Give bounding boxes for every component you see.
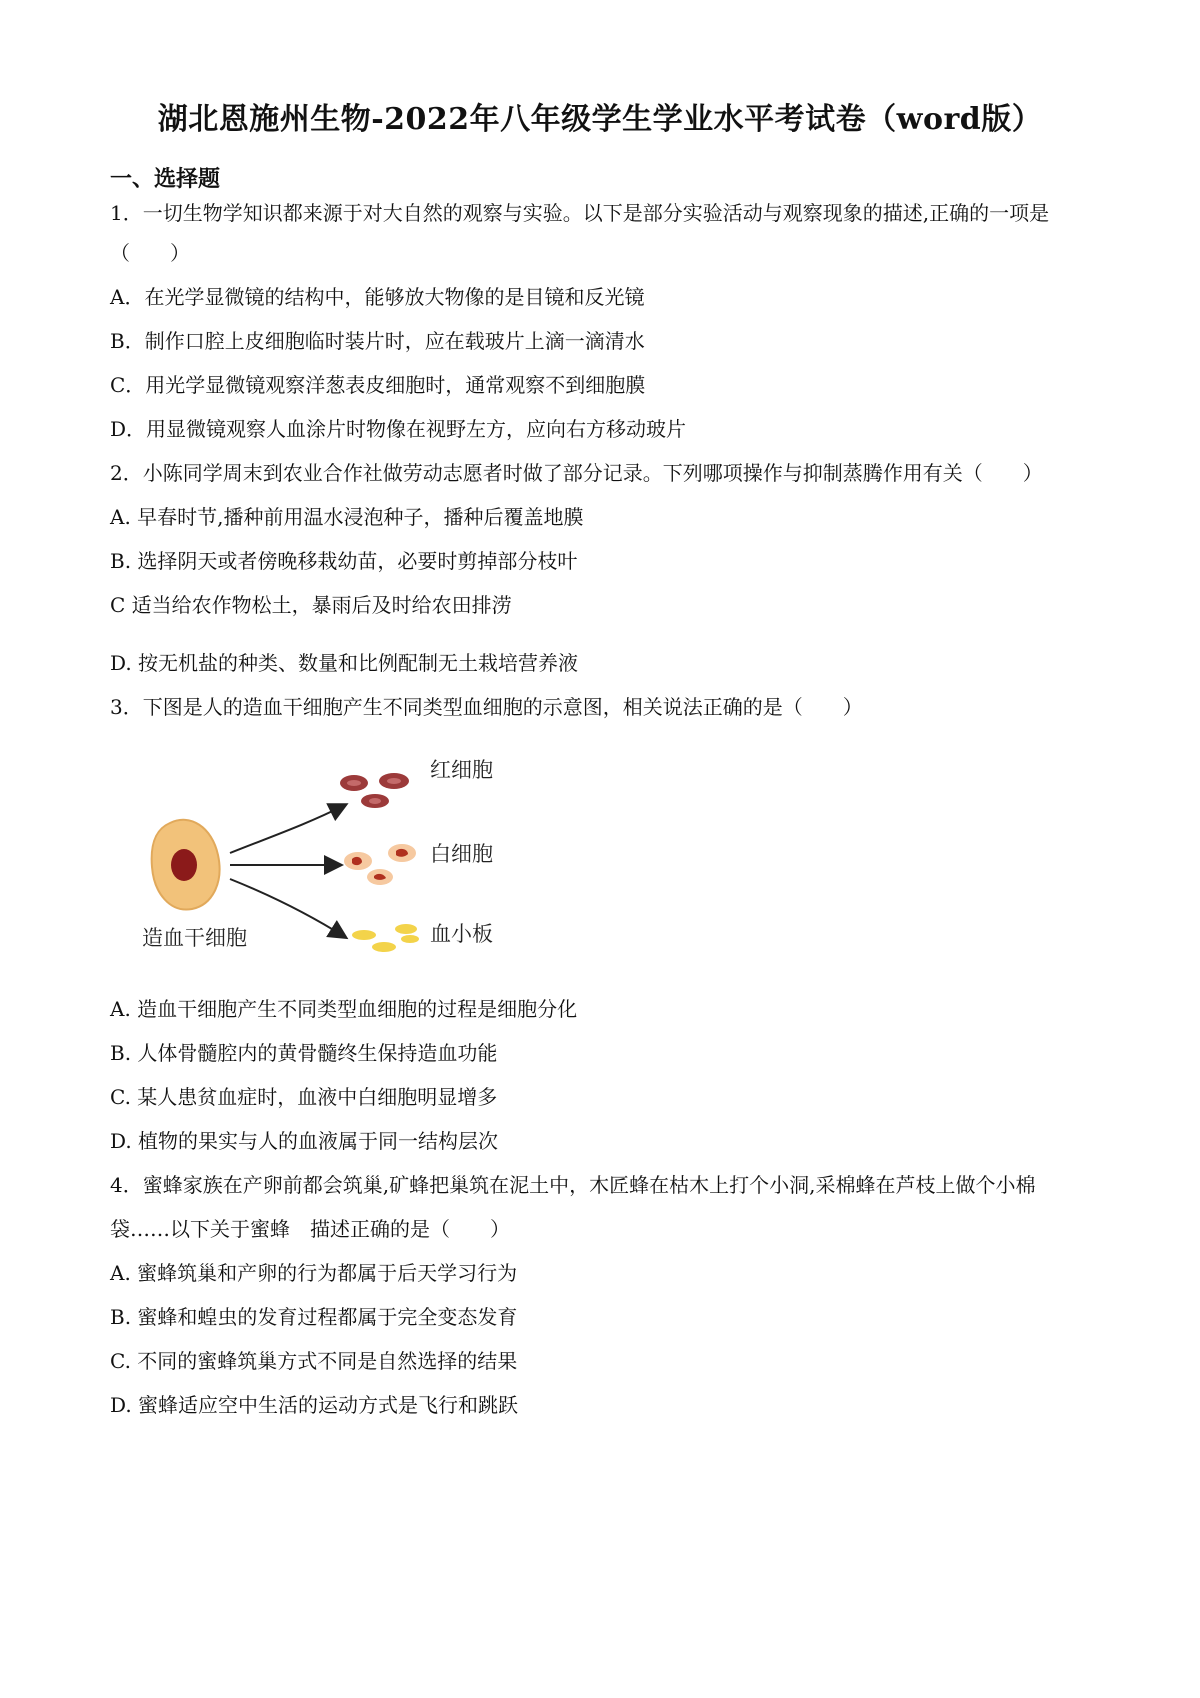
q3-option-c: C. 某人患贫血症时，血液中白细胞明显增多 [110,1085,498,1109]
q1-option-d: D．用显微镜观察人血涂片时物像在视野左方，应向右方移动玻片 [110,417,687,441]
red-cell-center [347,780,361,786]
stem-cell-nucleus [171,849,197,881]
white-cell-label: 白细胞 [430,842,493,866]
q3-stem-line-1: 3．下图是人的造血干细胞产生不同类型血细胞的示意图，相关说法正确的是（ ） [110,695,863,719]
q1-option-a: A．在光学显微镜的结构中，能够放大物像的是目镜和反光镜 [110,285,645,309]
platelet [401,935,419,943]
q4-option-c: C. 不同的蜜蜂筑巢方式不同是自然选择的结果 [110,1349,518,1373]
q2-option-b: B. 选择阴天或者傍晚移栽幼苗，必要时剪掉部分枝叶 [110,549,578,573]
q1-stem-line-2: （ ） [110,241,190,265]
q4-option-b: B. 蜜蜂和蝗虫的发育过程都属于完全变态发育 [110,1305,518,1329]
q2-option-a: A. 早春时节,播种前用温水浸泡种子，播种后覆盖地膜 [110,505,584,529]
q1-option-b: B．制作口腔上皮细胞临时装片时，应在载玻片上滴一滴清水 [110,329,645,353]
arrow-to-red-cells [230,805,345,853]
q2-option-d: D. 按无机盐的种类、数量和比例配制无土栽培营养液 [110,651,579,675]
q3-option-d: D. 植物的果实与人的血液属于同一结构层次 [110,1129,499,1153]
q2-option-c: C 适当给农作物松土，暴雨后及时给农田排涝 [110,593,512,617]
red-blood-cells [340,773,409,808]
q4-option-d: D. 蜜蜂适应空中生活的运动方式是飞行和跳跃 [110,1393,519,1417]
arrow-to-platelets [230,879,345,937]
red-cell-center [369,798,381,804]
platelet [372,942,396,952]
platelet-label: 血小板 [430,922,493,946]
q1-stem-line-1: 1．一切生物学知识都来源于对大自然的观察与实验。以下是部分实验活动与观察现象的描述,正确的一项是 [110,201,1050,225]
q4-stem-line-2: 袋……以下关于蜜蜂 描述正确的是（ ） [110,1217,510,1241]
platelets [352,924,419,952]
section-title: 一、选择题 [110,166,221,192]
q3-option-b: B. 人体骨髓腔内的黄骨髓终生保持造血功能 [110,1041,498,1065]
q4-option-a: A. 蜜蜂筑巢和产卵的行为都属于后天学习行为 [110,1261,518,1285]
q1-option-c: C．用光学显微镜观察洋葱表皮细胞时，通常观察不到细胞膜 [110,373,646,397]
platelet [352,930,376,940]
page-title: 湖北恩施州生物-2022年八年级学生学业水平考试卷（word版） [157,102,1043,137]
red-cell-label: 红细胞 [430,758,493,782]
stem-cell-label: 造血干细胞 [142,926,247,950]
platelet [395,924,417,934]
red-cell-center [387,778,401,784]
q3-option-a: A. 造血干细胞产生不同类型血细胞的过程是细胞分化 [110,997,578,1021]
white-blood-cells [344,844,416,885]
q2-stem-line-1: 2．小陈同学周末到农业合作社做劳动志愿者时做了部分记录。下列哪项操作与抑制蒸腾作用有关（ ） [110,461,1043,485]
q4-stem-line-1: 4．蜜蜂家族在产卵前都会筑巢,矿蜂把巢筑在泥土中，木匠蜂在枯木上打个小洞,采棉蜂在芦枝上做个小棉 [110,1173,1036,1197]
